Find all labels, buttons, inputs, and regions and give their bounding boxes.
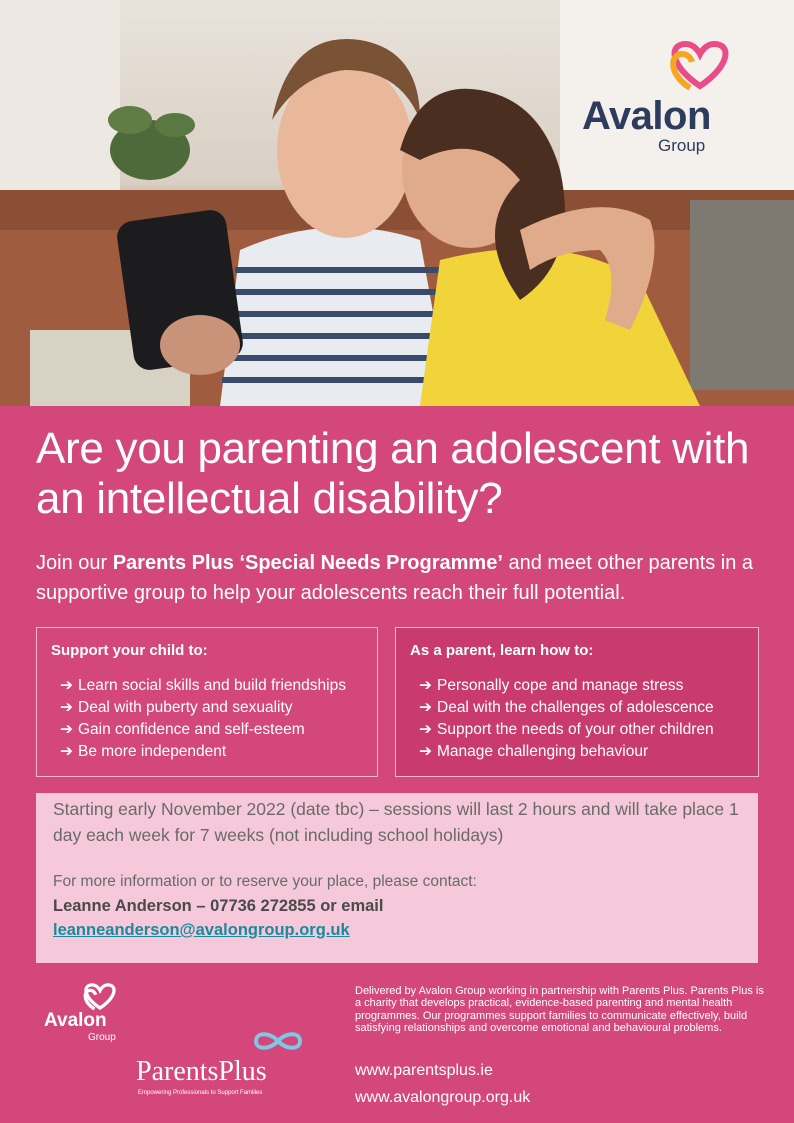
intro-pre: Join our: [36, 552, 113, 574]
delivered-text: Delivered by Avalon Group working in partnership with Parents Plus. Parents Plus is a charity that develops practical, evidence-based parenting and mental health programmes. Our programmes support families to communicate effectively, build satisfying relationships and overcome emotional and behavioural problems.: [355, 985, 764, 1035]
infinity-icon: [248, 1028, 308, 1054]
parentsplus-name: ParentsPlus: [136, 1056, 267, 1087]
contact-text: Leanne Anderson – 07736 272855 or email: [53, 897, 384, 915]
avalon-hearts-icon: [78, 980, 122, 1014]
parent-learn-box: [395, 627, 759, 777]
avalongroup-link[interactable]: www.avalongroup.org.uk: [355, 1089, 531, 1106]
list-item: [410, 675, 744, 697]
support-child-box: [36, 627, 378, 777]
email-link[interactable]: leanneanderson@avalongroup.org.uk: [53, 921, 350, 939]
arrow-icon: ➔: [60, 699, 73, 716]
footer-logos: [40, 980, 330, 1100]
avalon-footer-logo: [44, 980, 124, 1050]
list-item-text: Personally cope and manage stress: [437, 677, 684, 694]
parent-learn-list: [410, 675, 744, 763]
list-item-text: Deal with puberty and sexuality: [78, 699, 293, 716]
list-item: [51, 675, 363, 697]
more-info-text: For more information or to reserve your place, please contact:: [53, 873, 477, 890]
parent-learn-title: As a parent, learn how to:: [410, 642, 594, 659]
arrow-icon: ➔: [60, 743, 73, 760]
avalon-sub: Group: [658, 136, 706, 155]
parentsplus-tagline: Empowering Professionals to Support Families: [138, 1090, 263, 1096]
support-child-list: [51, 675, 363, 763]
avalon-footer-wordmark: Avalon: [44, 1010, 107, 1031]
arrow-icon: ➔: [419, 721, 432, 738]
list-item-text: Deal with the challenges of adolescence: [437, 699, 714, 716]
page-title: Are you parenting an adolescent with an intellectual disability?: [36, 424, 750, 523]
list-item: [410, 697, 744, 719]
support-child-title: Support your child to:: [51, 642, 208, 659]
list-item-text: Be more independent: [78, 743, 227, 760]
info-box: [36, 793, 758, 963]
avalon-footer-sub: Group: [88, 1032, 116, 1043]
list-item: [410, 741, 744, 763]
intro-text: [36, 548, 776, 608]
list-item: [410, 719, 744, 741]
arrow-icon: ➔: [60, 721, 73, 738]
intro-programme-name: Parents Plus ‘Special Needs Programme’: [112, 552, 503, 574]
avalon-logo: [580, 36, 740, 166]
list-item-text: Support the needs of your other children: [437, 721, 714, 738]
schedule-text: Starting early November 2022 (date tbc) – sessions will last 2 hours and will take place 1 day each week for 7 weeks (not including school holidays): [53, 799, 739, 845]
list-item: [51, 697, 363, 719]
arrow-icon: ➔: [419, 699, 432, 716]
parentsplus-logo: [136, 1028, 336, 1098]
list-item: [51, 741, 363, 763]
list-item: [51, 719, 363, 741]
avalon-hearts-icon: [660, 36, 740, 96]
intro-post: and meet other parents in a supportive group to help your adolescents reach their full potential.: [36, 552, 754, 604]
arrow-icon: ➔: [419, 677, 432, 694]
arrow-icon: ➔: [419, 743, 432, 760]
parentsplus-link[interactable]: www.parentsplus.ie: [355, 1062, 493, 1079]
avalon-wordmark: Avalon: [582, 94, 711, 138]
list-item-text: Gain confidence and self-esteem: [78, 721, 305, 738]
list-item-text: Manage challenging behaviour: [437, 743, 649, 760]
arrow-icon: ➔: [60, 677, 73, 694]
hero-photo: [0, 0, 794, 406]
list-item-text: Learn social skills and build friendships: [78, 677, 346, 694]
